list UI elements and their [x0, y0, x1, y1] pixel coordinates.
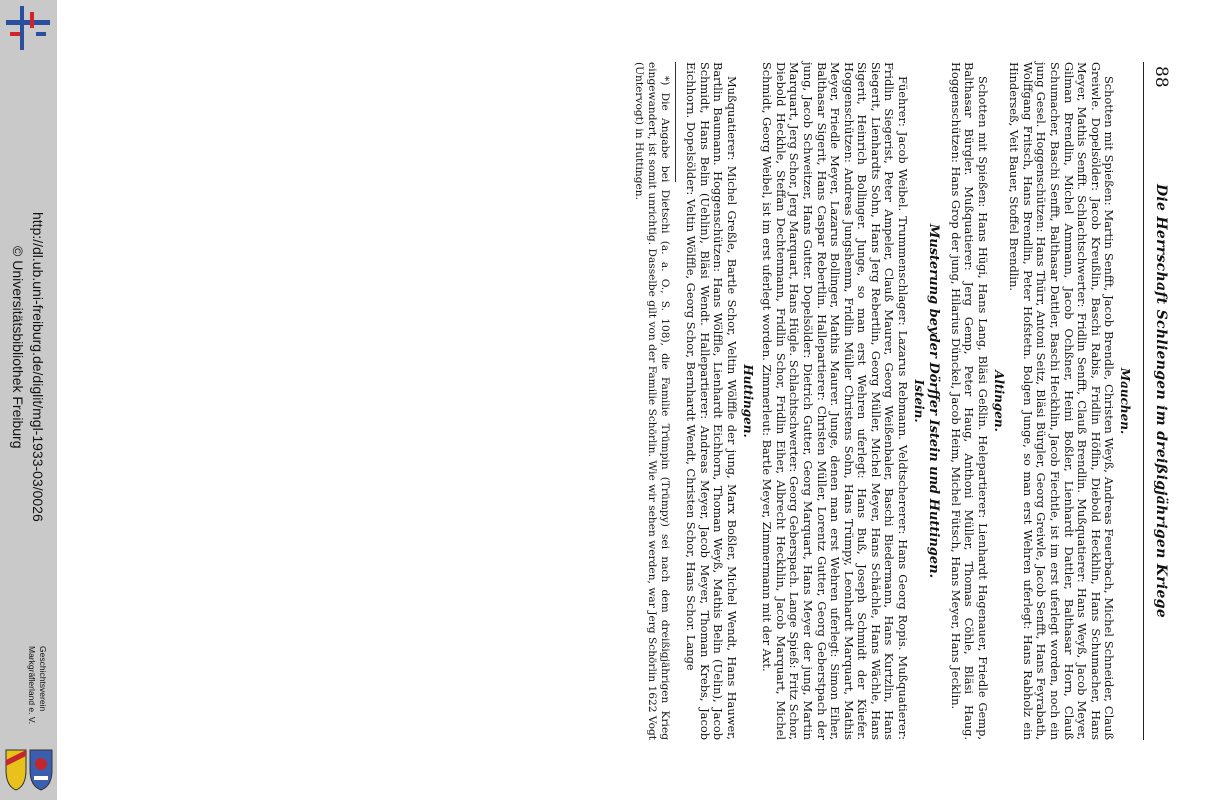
coat-of-arms-icon[interactable] [4, 748, 54, 792]
section-heading-musterung: Musterung beyder Dörffer Istein und Huttingen. [926, 223, 942, 579]
page-body [633, 62, 1133, 740]
page-header [1147, 62, 1175, 740]
section-heading-altingen: Altingen. [991, 370, 1006, 432]
viewer-sidebar [0, 0, 57, 800]
document-url[interactable]: http://dl.ub.uni-freiburg.de/diglit/mgl-1933-03/0026 [30, 212, 46, 522]
section-heading-huttingen: Huttingen. [740, 364, 755, 438]
copyright-notice: © Universitätsbibliothek Freiburg [10, 246, 26, 449]
paragraph-altingen: Schotten mit Spießen: Hans Hügi, Hans Lang, Bläsi Geßlin. Helepartierer: Lienhardt Hagenauer, Friedle Gemp, Balthasar Bürgler. Mußquatierer: Jerg Gemp, Peter Haug, Anthoni Müller, Thomas Cöhle, Bläsi Haug. Hoggenschützen: Hans Grop der jung, Hilarius Dünckel, Jacob Heim, Michel Fütsch, Hans Meyer, Hans Jecklin. [948, 62, 991, 740]
section-heading-mauchen: Mauchen. [1118, 367, 1132, 435]
ub-freiburg-logo-icon[interactable] [6, 6, 50, 50]
page-number: 88 [1151, 66, 1171, 88]
footnote: *) Die Angabe bei Dietschi (a. a. O., S. 108), die Familie Trümpin (Trümpy) sei nach dem dreißigjährigen Krieg eingewandert, ist somit unrichtig. Dasselbe gilt von der Familie Schörlin. Wie wir sehen werden, war Jerg Schörlin 1622 Vogt (Untervogt) in Huttingen. [633, 62, 671, 740]
running-head: Die Herrschaft Schliengen im dreißigjährigen Kriege [1153, 183, 1169, 619]
footnote-rule [675, 62, 676, 182]
society-subtitle: Markgräflerland e. V. [27, 646, 37, 725]
paragraph-istein: Füehrer: Jacob Weibel. Trummenschlager: Lazarus Rebmann. Veldtschererer: Hans Georg Ropis. Mußquatierer: Fridlin Siegerist, Peter Ampeler, Clauß Maurer, Georg Weißenbaler, Baschi Biedermann, Hans Kurtzlin, Hans Siegerit, Lienhardts Sohn, Hans Jerg Rebertlin, Georg Müller, Michel Meyer, Hans Schächle, Hans Wächle, Hans Sigerit, Heinrich Bollinger. Junge, so man erst Wehren uferlegt: Hans Buß, Joseph Schmidt der Küefer. Hoggenschützen: Andreas Jungshemm, Fridlin Müller Christens Sohn, Hans Trümpy, Leonhardt Marquart, Mathis Meyer, Friedle Meyer, Lazarus Bollinger, Mathis Maurer. Junge, denen man erst Wehren uferlegt: Simon Eiher, Balthasar Sigerit, Hans Caspar Rebertlin. Hallepartierer: Christen Müller, Lorentz Gutter, Georg Geberstpach der jung, Jacob Schweitzer, Hans Gutter. Dopelsölder: Dietrich Gutter, Georg Marquart, Hans Meyer der jung, Martin Marquart, Jerg Schor, Jerg Marquart, Hans Hügle. Schlachtschwerter: Georg Geberspach. Lange Spieß: Fritz Schor, Diebold Heckhle, Steffan Dechtenmann, Fridlin Schor, Fridlin Eiher, Albrecht Heckhlin, Jacob Marquart, Michel Schmidt, Georg Weibel, ist im erst uferlegt worden. Zimmerleut: Bartle Meyer, Zimmermann mit der Axt. [760, 62, 911, 740]
society-name: Geschichtsverein [38, 646, 48, 712]
document-page [140, 62, 1175, 740]
paragraph-huttingen: Mußquatierer: Michel Greßle, Bartle Schor, Veltin Wölffle der jung, Marx Boßler, Michel Wendt, Hans Hauwer, Bartlin Baumann. Hoggenschützen: Hans Wölffle, Lienhardt Eichhorn, Thoman Weyß, Mathis Belin (Uelin), Jacob Schmidt, Hans Belin (Uehlin), Bläsi Wendt. Hallepartierer: Andreas Meyer, Jacob Meyer, Thoman Krebs, Jacob Eichhorn. Dopelsölder: Veltin Wölffle, Georg Schor, Bernhardt Wendt, Christen Schor, Hans Schor. Lange [684, 62, 739, 740]
paragraph-mauchen: Schotten mit Spießen: Martin Senfft, Jacob Brendle, Christen Weyß, Andreas Feuerbach, Michel Schneider, Clauß Greiwle. Dopelsölder: Jacob Kreußlin, Baschi Rabis, Fridlin Höflin, Diebold Heckhlin, Hans Schumacher, Hans Meyer, Mathis Senfft. Schlachtschwerter: Fridlin Senfft, Clauß Brendlin. Mußquatierer: Hans Weyß, Jacob Meyer, Gilman Brendlin, Michel Ammann, Jacob Ochßner, Heini Boßler, Lienhardt Dattler, Balthasar Horn, Clauß Schumacher, Baschi Senfft, Balthasar Dattler, Baschi Heckhlin, Jacob Fiechtle, ist im erst uferlegt worden, noch ein jung Gesel. Hoggenschützen: Hans Thürr, Antoni Seitz, Bläsi Bürgler, Georg Greiwle, Jacob Senfft, Hans Feyrabath, Wolffgang Fritsch, Hans Brendlin, Peter Hofstetn. Bolgen Junge, so man erst Wehren uferlegt: Hans Rabholz ein Hinderseß, Veit Bauer, Stoffel Brendlin. [1007, 62, 1117, 740]
header-rule [1143, 62, 1144, 740]
section-subheading-istein: Istein. [911, 379, 926, 423]
